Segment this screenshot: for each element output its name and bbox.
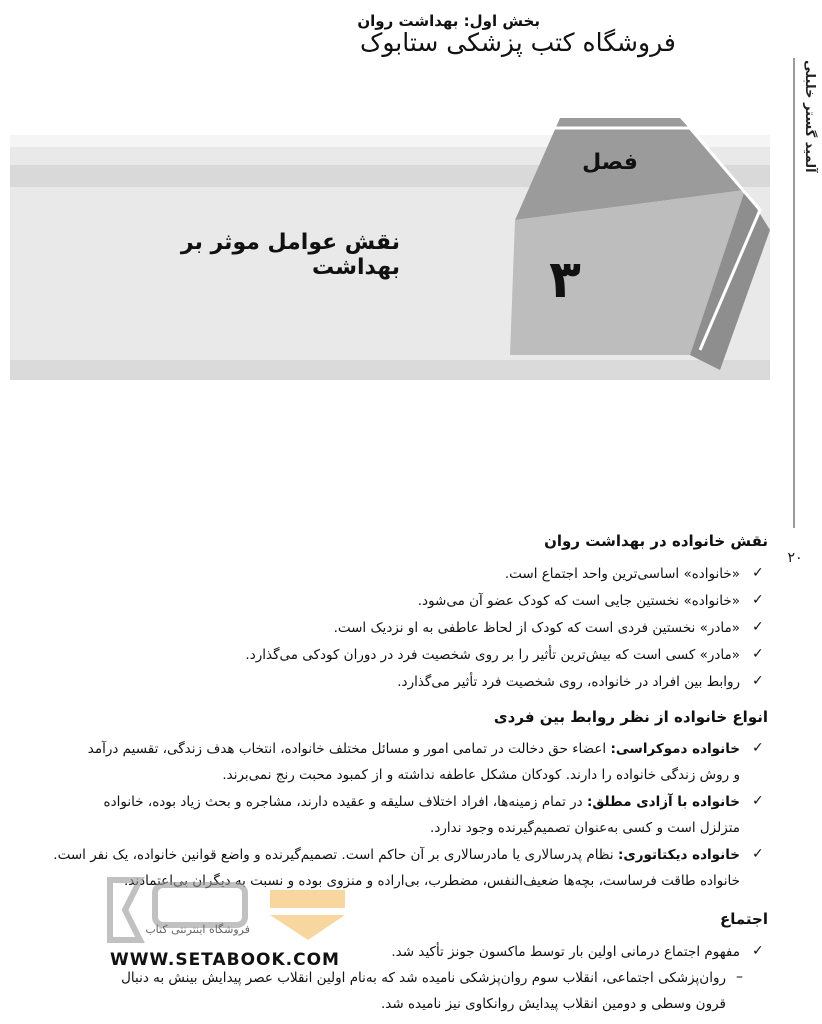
check-icon: ✓ [752,592,764,608]
family-type-democratic [8,739,740,759]
family-type-free [8,792,740,812]
bullet-item: روان‌پزشکی اجتماعی، انقلاب سوم روان‌پزشکی نامیده شد که به‌نام اولین انقلاب عصر پیدایش بینش به دنبال [121,970,726,986]
dash-icon: – [736,969,743,985]
check-icon: ✓ [752,846,764,862]
bullet-item: «مادر» نخستین فردی است که کودک از لحاظ عاطفی به او نزدیک است. [333,620,740,636]
description: نظام پدرسالاری یا مادرسالاری بر آن حاکم است. تصمیم‌گیرنده و واضع قوانین خانواده، یک نفر است. [53,847,614,863]
check-icon: ✓ [752,673,764,689]
section-heading-family: نقش خانواده در بهداشت روان [544,532,768,550]
term: خانواده دیکتاتوری: [617,847,740,863]
check-icon: ✓ [752,793,764,809]
description-cont: متزلزل است و کسی به‌عنوان تصمیم‌گیرنده وجود ندارد. [430,820,740,836]
chapter-number: ۳ [549,250,581,310]
term: خانواده دموکراسی: [610,741,740,757]
author-sidebar: آلمید گستر خلبلی [802,60,817,173]
check-icon: ✓ [752,740,764,756]
description-cont: و روش زندگی خانواده را دارند. کودکان مشکل عاطفه نداشته و از کمبود محبت رنج نمی‌برند. [222,767,740,783]
bullet-item: روابط بین افراد در خانواده، روی شخصیت فرد تأثیر می‌گذارد. [397,674,740,690]
watermark-caption: فروشگاه اینترنتی کتاب [145,923,250,936]
chapter-title: نقش عوامل موثر بر بهداشت [180,230,400,280]
check-icon: ✓ [752,646,764,662]
bullet-item: «مادر» کسی است که بیش‌ترین تأثیر را بر روی شخصیت فرد در دوران کودکی می‌گذارد. [245,647,740,663]
chapter-label: فصل [582,150,638,175]
check-icon: ✓ [752,565,764,581]
store-title: فروشگاه کتب پزشکی ستابوک [360,28,676,57]
description-cont: قرون وسطی و دومین انقلاب پیدایش روانکاوی نیز نامیده شد. [381,996,726,1012]
section-label: بخش اول: بهداشت روان [357,12,540,30]
bullet-item: «خانواده» اساسی‌ترین واحد اجتماع است. [504,566,740,582]
page-number: ۲۰ [787,550,803,566]
description: در تمام زمینه‌ها، افراد اختلاف سلیقه و عقیده دارند، مشاجره و بحث زیاد بوده، خانواده [103,794,583,810]
bullet-item: مفهوم اجتماع درمانی اولین بار توسط ماکسون جونز تأکید شد. [391,944,740,960]
term: خانواده با آزادی مطلق: [586,794,740,810]
watermark-url: WWW.SETABOOK.COM [110,950,340,970]
description-cont: خانواده طاقت فرساست، بچه‌ها ضعیف‌النفس، مضطرب، بی‌اراده و منزوی بوده و نسبت به دیگران بی‌اعتمادند. [124,873,740,889]
description: اعضاء حق دخالت در تمامی امور و مسائل مختلف خانواده، انتخاب هدف زندگی، تقسیم درآمد [87,741,607,757]
section-heading-family-types: انواع خانواده از نظر روابط بین فردی [493,708,768,726]
bullet-item: «خانواده» نخستین جایی است که کودک عضو آن می‌شود. [417,593,740,609]
section-heading-society: اجتماع [719,910,768,928]
check-icon: ✓ [752,943,764,959]
check-icon: ✓ [752,619,764,635]
